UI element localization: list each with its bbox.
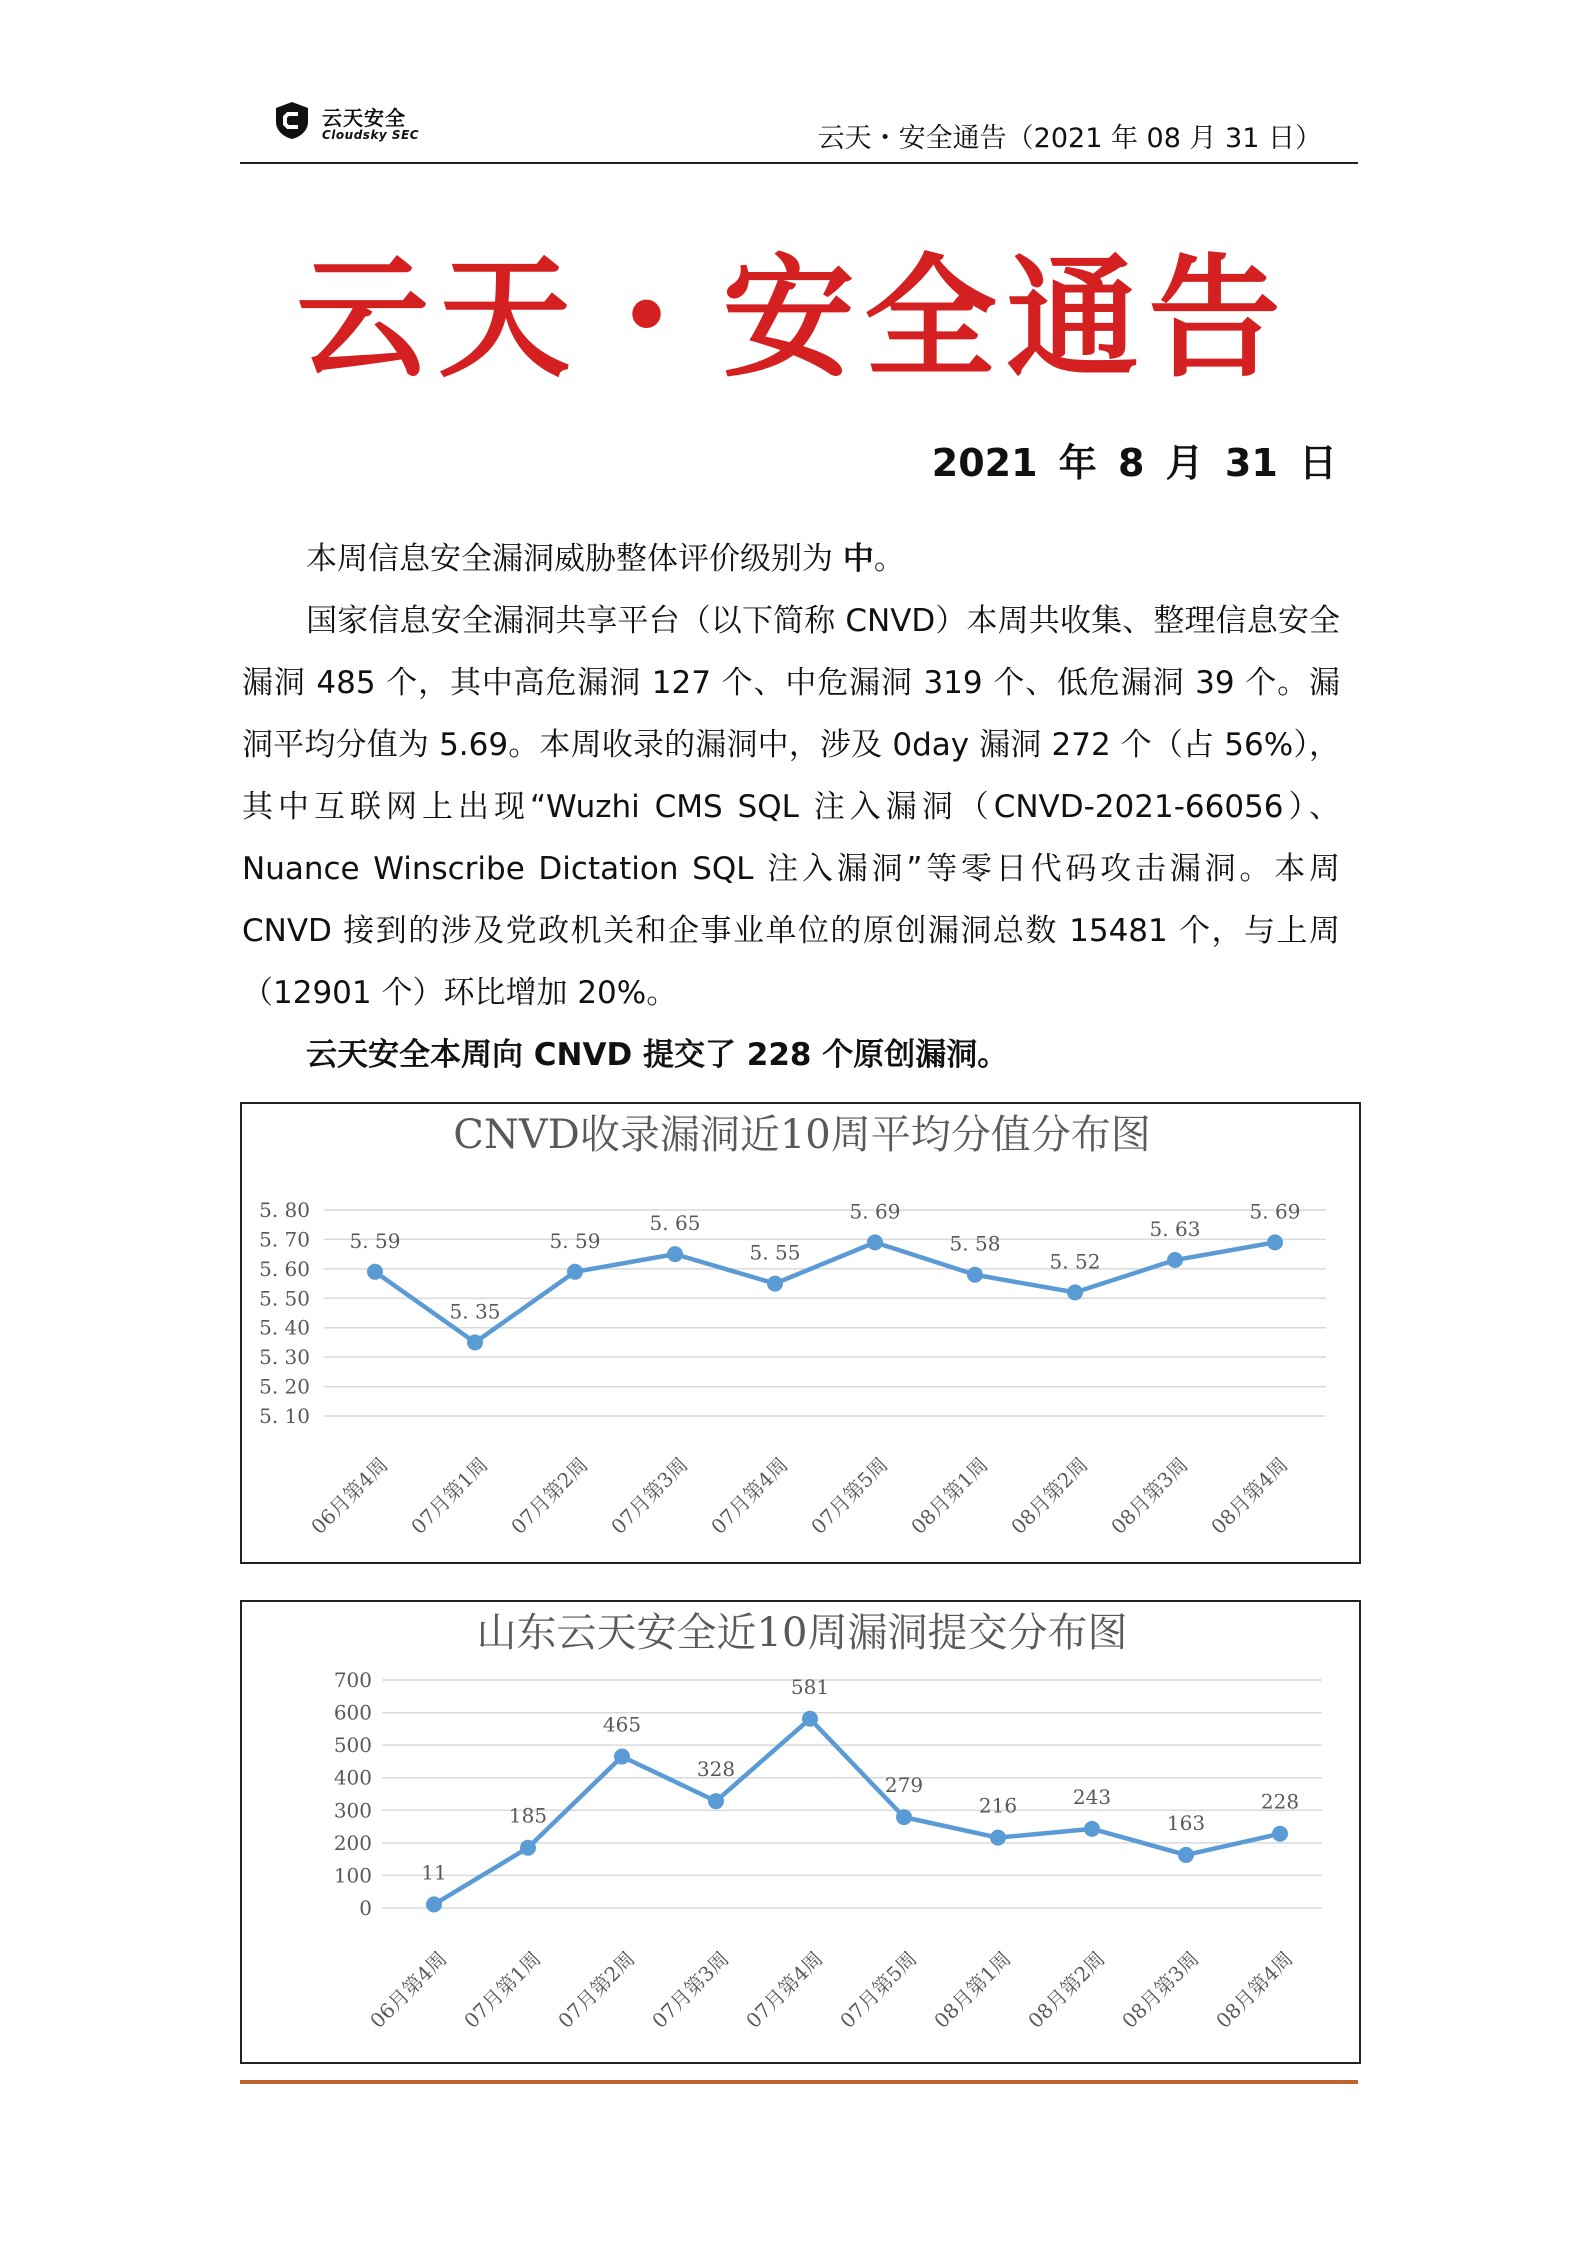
x-tick-label: 07月第2周: [506, 1452, 593, 1539]
page-header: [240, 92, 1358, 164]
data-point: [990, 1830, 1006, 1846]
y-tick-label: 700: [333, 1668, 372, 1692]
data-label: 5. 35: [449, 1299, 501, 1324]
y-tick-label: 5. 10: [259, 1404, 310, 1428]
y-tick-label: 200: [333, 1830, 372, 1855]
y-tick-label: 5. 40: [259, 1315, 310, 1340]
notice-date: 2021 年 8 月 31 日: [931, 441, 1337, 485]
x-tick-label: 07月第1周: [459, 1946, 546, 2033]
data-point: [1272, 1826, 1288, 1842]
paragraph-summary: [242, 590, 1340, 1024]
data-label: 279: [884, 1773, 924, 1798]
series-line: [434, 1719, 1280, 1905]
data-label: 5. 63: [1149, 1217, 1201, 1242]
data-point: [1084, 1821, 1100, 1837]
summary-text: 国家信息安全漏洞共享平台（以下简称 CNVD）本周共收集、整理信息安全漏洞 485 个，其中高危漏洞 127 个、中危漏洞 319 个、低危漏洞 39 个。漏洞平均分值为 5.69。本周收录的漏洞中，涉及 0day 漏洞 272 个（占 56%），其中互联网上出现“Wuzhi CMS SQL 注入漏洞（CNVD-2021-66056）、Nuance Winscribe Dictation SQL 注入漏洞”等零日代码攻击漏洞。本周 CNVD 接到的涉及党政机关和企事业单位的原创漏洞总数 15481 个，与上周（12901 个）环比增加 20%。: [242, 603, 1340, 1011]
paragraph-submission: [242, 1024, 1340, 1086]
data-label: 5. 58: [949, 1231, 1001, 1256]
data-point: [426, 1896, 442, 1912]
data-label: 5. 69: [1249, 1199, 1301, 1224]
data-point: [867, 1234, 883, 1250]
y-tick-label: 5. 30: [259, 1345, 310, 1370]
logo: [272, 98, 482, 148]
x-tick-label: 08月第1周: [906, 1452, 993, 1539]
y-tick-label: 5. 60: [259, 1256, 310, 1281]
x-tick-label: 06月第4周: [365, 1946, 452, 2033]
logo-text-en: Cloudsky SEC: [322, 128, 420, 142]
data-point: [367, 1264, 383, 1280]
y-tick-label: 400: [333, 1765, 372, 1790]
y-tick-label: 500: [333, 1733, 372, 1758]
logo-text-cn: 云天安全: [322, 106, 406, 130]
data-label: 228: [1260, 1789, 1300, 1814]
data-point: [614, 1749, 630, 1765]
data-label: 185: [508, 1803, 548, 1828]
threat-level-value: 中: [842, 541, 874, 577]
data-label: 465: [602, 1712, 642, 1737]
data-label: 11: [421, 1860, 447, 1885]
chart-title: CNVD收录漏洞近10周平均分值分布图: [453, 1112, 1151, 1158]
paragraph-threat-level: [242, 528, 1340, 590]
data-label: 163: [1166, 1810, 1206, 1835]
chart-submissions-svg: [242, 1602, 1359, 2062]
x-tick-label: 07月第5周: [806, 1452, 893, 1539]
y-tick-label: 300: [333, 1798, 372, 1823]
x-tick-label: 07月第5周: [835, 1946, 922, 2033]
data-label: 328: [696, 1757, 736, 1782]
data-point: [567, 1264, 583, 1280]
x-tick-label: 08月第3周: [1106, 1452, 1193, 1539]
chart-average-score: [240, 1102, 1361, 1564]
x-tick-label: 08月第3周: [1117, 1946, 1204, 2033]
data-label: 243: [1072, 1784, 1112, 1809]
data-label: 5. 65: [649, 1211, 701, 1236]
x-tick-label: 07月第4周: [706, 1452, 793, 1539]
chart-title: 山东云天安全近10周漏洞提交分布图: [476, 1610, 1128, 1656]
threat-level-end: 。: [873, 541, 905, 577]
x-tick-label: 08月第2周: [1023, 1946, 1110, 2033]
data-point: [1167, 1252, 1183, 1268]
data-point: [1067, 1284, 1083, 1300]
x-tick-label: 08月第2周: [1006, 1452, 1093, 1539]
data-label: 216: [978, 1793, 1018, 1818]
data-point: [467, 1334, 483, 1350]
data-point: [667, 1246, 683, 1262]
threat-level-text: 本周信息安全漏洞威胁整体评价级别为: [306, 541, 843, 577]
x-tick-label: 07月第3周: [647, 1946, 734, 2033]
data-point: [802, 1711, 818, 1727]
y-tick-label: 100: [333, 1863, 372, 1888]
footer-rule: [240, 2080, 1358, 2084]
chart-submissions: [240, 1600, 1361, 2064]
y-tick-label: 0: [359, 1896, 372, 1920]
data-label: 5. 52: [1049, 1249, 1101, 1274]
x-tick-label: 07月第1周: [406, 1452, 493, 1539]
data-label: 5. 55: [749, 1240, 801, 1265]
data-point: [896, 1809, 912, 1825]
data-point: [767, 1276, 783, 1292]
data-label: 5. 59: [349, 1228, 401, 1253]
x-tick-label: 08月第4周: [1211, 1946, 1298, 2033]
x-tick-label: 07月第2周: [553, 1946, 640, 2033]
x-tick-label: 08月第4周: [1206, 1452, 1293, 1539]
shield-logo-icon: [272, 100, 312, 140]
x-tick-label: 06月第4周: [306, 1452, 393, 1539]
submission-text: 云天安全本周向 CNVD 提交了 228 个原创漏洞。: [306, 1037, 1009, 1073]
data-point: [708, 1793, 724, 1809]
data-point: [1178, 1847, 1194, 1863]
data-label: 5. 69: [849, 1199, 901, 1224]
y-tick-label: 5. 20: [259, 1374, 310, 1399]
y-tick-label: 5. 80: [259, 1198, 310, 1222]
x-tick-label: 08月第1周: [929, 1946, 1016, 2033]
data-point: [1267, 1234, 1283, 1250]
data-point: [967, 1267, 983, 1283]
x-tick-label: 07月第4周: [741, 1946, 828, 2033]
data-label: 5. 59: [549, 1228, 601, 1253]
y-tick-label: 600: [333, 1700, 372, 1725]
header-title: 云天・安全通告（2021 年 08 月 31 日）: [817, 123, 1322, 154]
y-tick-label: 5. 70: [259, 1227, 310, 1252]
banner-title: 云天・安全通告: [296, 241, 1291, 396]
x-tick-label: 07月第3周: [606, 1452, 693, 1539]
data-label: 581: [790, 1674, 830, 1699]
y-tick-label: 5. 50: [259, 1286, 310, 1311]
chart-average-score-svg: [242, 1104, 1359, 1562]
data-point: [520, 1840, 536, 1856]
